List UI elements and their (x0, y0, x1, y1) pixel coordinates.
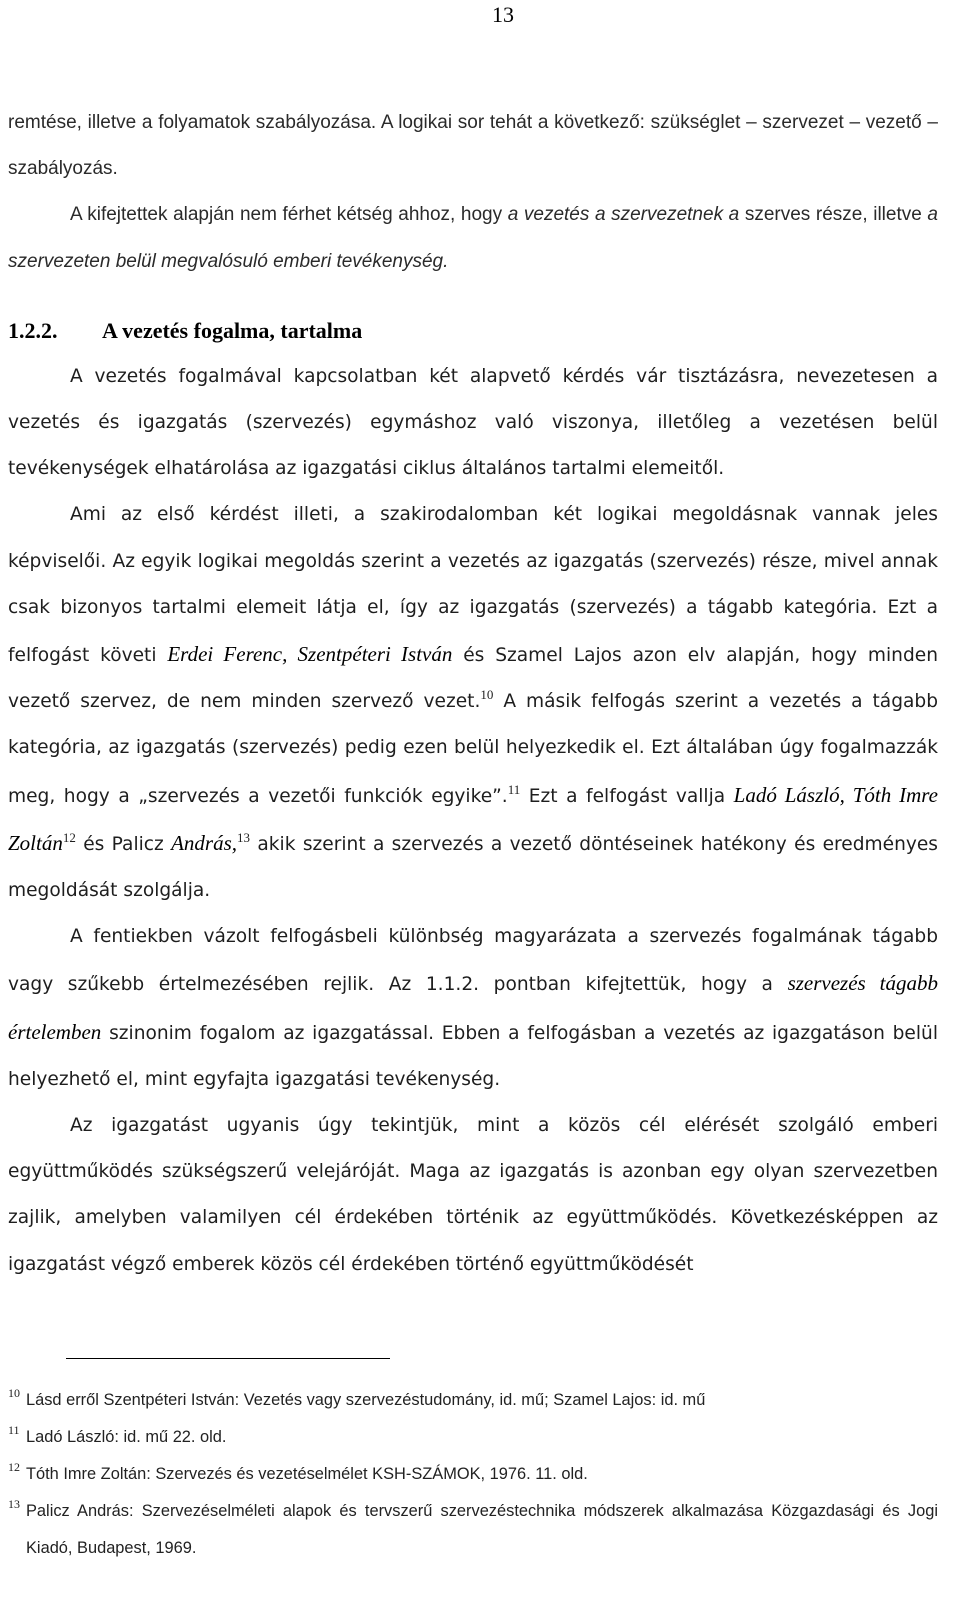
footnote-13 (8, 1493, 938, 1567)
page-number: 13 (492, 2, 514, 27)
p2-text-f: akik szerint a szervezés a vezető döntéseinek hatékony és eredményes megoldását szolgálja. (8, 833, 938, 902)
footnote-text: Palicz András: Szervezéselméleti alapok és tervszerű szervezéstechnika módszerek alkalmazása Közgazdasági és Jogi Kiadó, Budapest, 1969. (26, 1502, 938, 1557)
p2-text-a: Ami az első kérdést illeti, a szakirodalomban két logikai megoldásnak vannak jeles képviselői. Az egyik logikai megoldás szerint a vezetés az igazgatás (szervezés) része, mivel annak csak bizonyos tartalmi elemeit látja el, így az igazgatás (szervezés) a tágabb kategória. Ezt a felfogást követi (8, 504, 938, 667)
p2-emphasis-authors-3: András, (171, 830, 238, 855)
footnote-text: Ladó László: id. mű 22. old. (26, 1428, 227, 1446)
footnote-ref-11[interactable]: 11 (507, 781, 521, 797)
intro-text-a: A kifejtettek alapján nem férhet kétség ahhoz, hogy (70, 204, 508, 226)
footnote-number: 10 (8, 1386, 20, 1400)
paragraph-4: Az igazgatást ugyanis úgy tekintjük, mint a közös cél elérését szolgáló emberi együttműködés szükségszerű velejáróját. Maga az igazgatás is azonban egy olyan szervezetben zajlik, amelyben valamilyen cél érdekében történik az együttműködés. Következésképpen az igazgatást végző emberek közös cél érdekében történő együttműködését (8, 1115, 938, 1275)
footnote-10 (8, 1382, 938, 1419)
footnote-number: 12 (8, 1460, 20, 1474)
paragraph-2 (8, 492, 938, 914)
intro-text-b: szerves része, illetve (739, 204, 928, 226)
footnote-ref-10[interactable]: 10 (480, 687, 494, 703)
paragraph-1: A vezetés fogalmával kapcsolatban két alapvető kérdés vár tisztázásra, nevezetesen a vezetés és igazgatás (szervezés) egymáshoz való viszonya, illetőleg a vezetésen belül tevékenységek elhatárolása az igazgatási ciklus általános tartalmi elemeitől. (8, 365, 938, 480)
intro-paragraph-2 (8, 192, 938, 284)
p3-text-a: A fentiekben vázolt felfogásbeli különbség magyarázata a szervezés fogalmának tágabb vagy szűkebb értelmezésében rejlik. Az 1.1.2. pontban kifejtettük, hogy a (8, 926, 938, 996)
intro-emphasis-2: a szervezeten belül megvalósuló emberi tevékenység. (8, 204, 938, 272)
footnote-number: 13 (8, 1497, 20, 1511)
document-body (8, 100, 938, 1288)
footnote-ref-12[interactable]: 12 (62, 829, 76, 845)
footnote-number: 11 (8, 1423, 20, 1437)
p2-text-c: A másik felfogás szerint a vezetés a tágabb kategória, az igazgatás (szervezés) pedig ezen belül helyezkedik el. Ezt általában úgy fogalmazzák meg, hogy a „szervezés a vezetői funkciók egyike”. (8, 691, 938, 807)
footnote-divider (66, 1358, 390, 1359)
footnote-11 (8, 1419, 938, 1456)
intro-emphasis-1: a vezetés a szervezetnek a (507, 204, 740, 226)
intro-paragraph-1: remtése, illetve a folyamatok szabályozása. A logikai sor tehát a következő: szükséglet – szervezet – vezető – szabályozás. (8, 112, 938, 180)
footnote-12 (8, 1456, 938, 1493)
paragraph-3 (8, 914, 938, 1103)
section-heading (8, 308, 938, 354)
section-number: 1.2.2. (8, 317, 58, 343)
footnote-text: Tóth Imre Zoltán: Szervezés és vezetéselmélet KSH-SZÁMOK, 1976. 11. old. (26, 1465, 588, 1483)
p2-text-d: Ezt a felfogást vallja (520, 785, 734, 807)
main-text (8, 354, 938, 1288)
p3-text-b: szinonim fogalom az igazgatással. Ebben a felfogásban a vezetés az igazgatáson belül helyezhető el, mint egyfajta igazgatási tevékenység. (8, 1022, 938, 1090)
section-title: A vezetés fogalma, tartalma (102, 317, 363, 343)
p2-emphasis-authors-2: Ladó László, Tóth Imre Zoltán (8, 782, 938, 855)
p2-text-e: és Palicz (75, 833, 172, 855)
p2-emphasis-authors-1: Erdei Ferenc, Szentpéteri István (167, 642, 453, 667)
footnotes (8, 1382, 938, 1567)
p3-emphasis: szervezés tágabb értelemben (8, 971, 938, 1044)
footnote-ref-13[interactable]: 13 (237, 829, 251, 845)
p2-text-b: és Szamel Lajos azon elv alapján, hogy minden vezető szervez, de nem minden szervező vezet. (8, 645, 938, 713)
footnote-text: Lásd erről Szentpéteri István: Vezetés vagy szervezéstudomány, id. mű; Szamel Lajos: id. mű (26, 1391, 706, 1409)
